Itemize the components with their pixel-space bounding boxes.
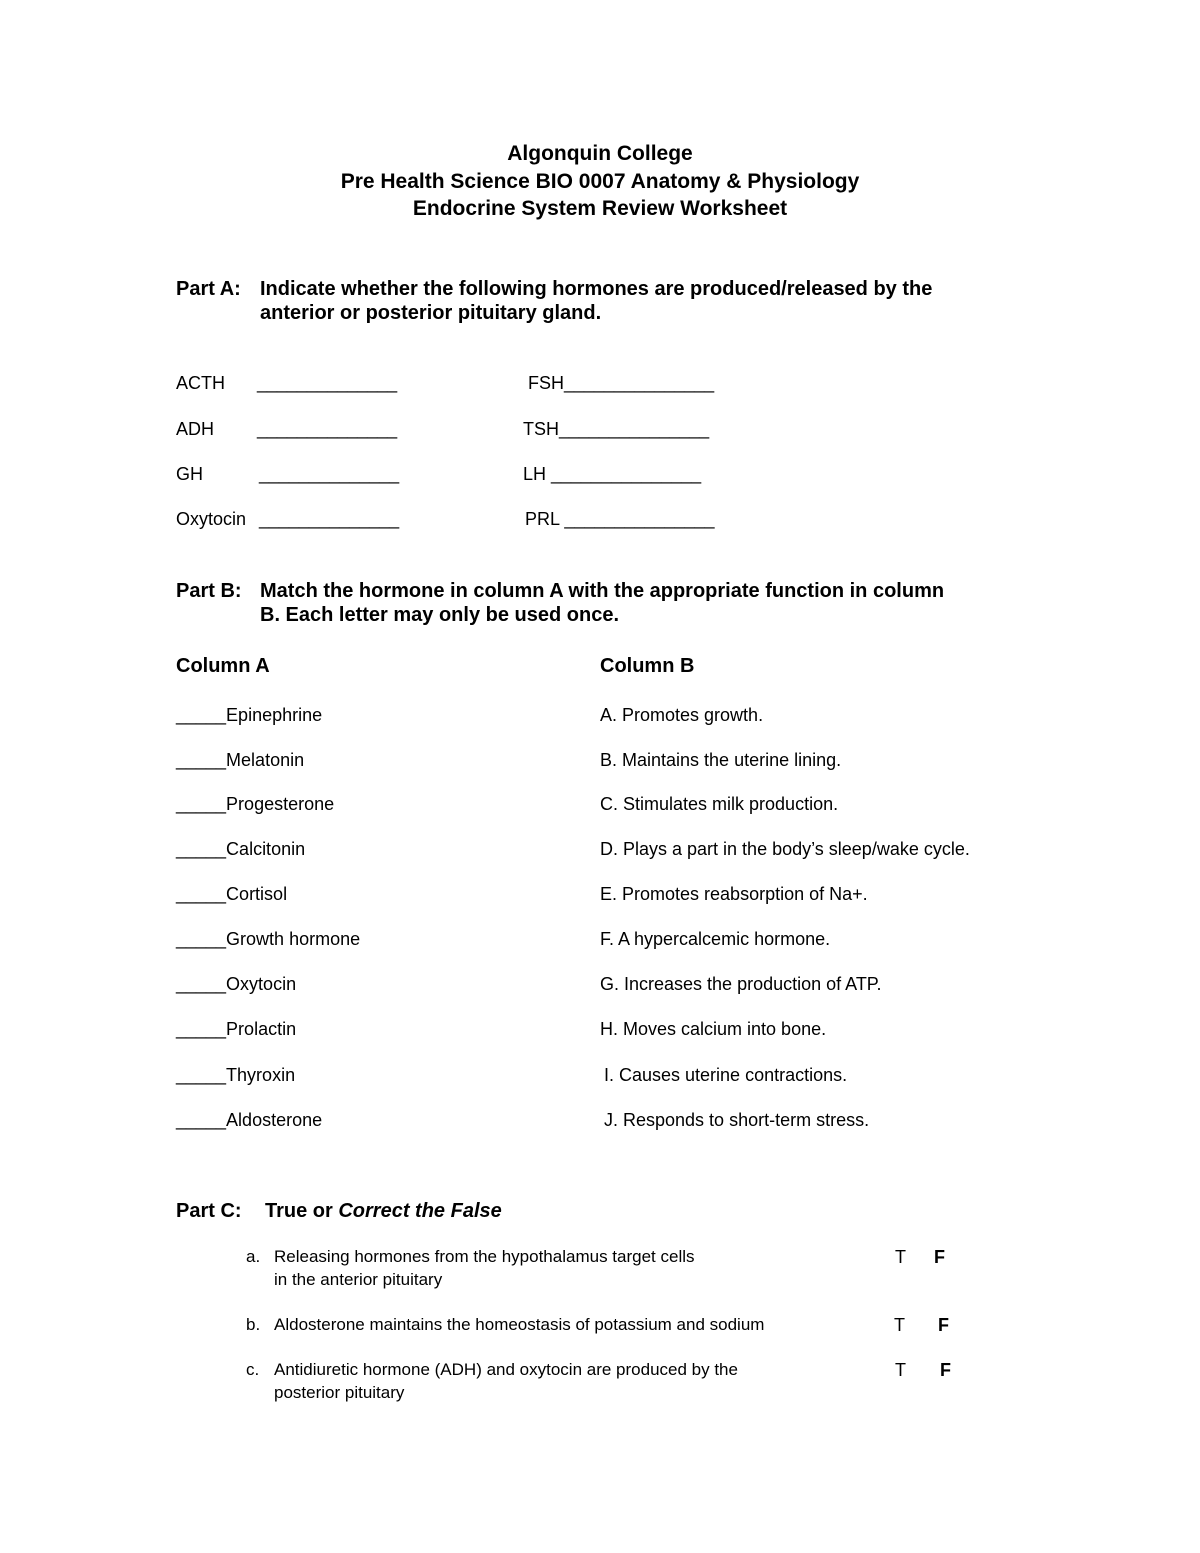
- part-a-instruction-1: Indicate whether the following hormones are produced/released by the: [260, 278, 933, 300]
- function-j: J. Responds to short-term stress.: [604, 1110, 870, 1130]
- function-b: B. Maintains the uterine lining.: [600, 750, 842, 770]
- part-b-instruction-2: B. Each letter may only be used once.: [260, 604, 620, 626]
- tf-statement-c-line1: Antidiuretic hormone (ADH) and oxytocin are produced by the: [274, 1360, 738, 1379]
- tf-statement-c-line2: posterior pituitary: [274, 1383, 405, 1402]
- tf-letter-a: a.: [246, 1247, 261, 1266]
- match-item-aldosterone[interactable]: _____Aldosterone: [176, 1110, 323, 1130]
- tf-statement-a-line2: in the anterior pituitary: [274, 1270, 443, 1289]
- tf-true-option-b[interactable]: T: [894, 1315, 905, 1335]
- part-a-instruction-2: anterior or posterior pituitary gland.: [260, 302, 602, 324]
- hormone-adh: ADH: [176, 419, 215, 439]
- hormone-lh-blank[interactable]: LH _______________: [523, 464, 702, 484]
- function-h: H. Moves calcium into bone.: [600, 1019, 827, 1039]
- tf-false-option-c[interactable]: F: [940, 1360, 951, 1380]
- college-title: Algonquin College: [507, 142, 693, 165]
- tf-letter-c: c.: [246, 1360, 260, 1379]
- function-g: G. Increases the production of ATP.: [600, 974, 882, 994]
- match-item-epinephrine[interactable]: _____Epinephrine: [176, 705, 323, 725]
- answer-blank-gh[interactable]: ______________: [259, 464, 400, 484]
- match-item-growth-hormone[interactable]: _____Growth hormone: [176, 929, 361, 949]
- answer-blank-acth[interactable]: ______________: [257, 373, 398, 393]
- column-a-heading: Column A: [176, 655, 270, 677]
- function-d: D. Plays a part in the body’s sleep/wake cycle.: [600, 839, 970, 859]
- match-item-progesterone[interactable]: _____Progesterone: [176, 794, 335, 814]
- match-item-cortisol[interactable]: _____Cortisol: [176, 884, 288, 904]
- hormone-fsh-blank[interactable]: FSH_______________: [528, 373, 715, 393]
- function-a: A. Promotes growth.: [600, 705, 764, 725]
- part-c-title-plain: True or: [265, 1200, 333, 1222]
- tf-letter-b: b.: [246, 1315, 261, 1334]
- match-item-oxytocin[interactable]: _____Oxytocin: [176, 974, 297, 994]
- hormone-tsh-blank[interactable]: TSH_______________: [523, 419, 710, 439]
- match-item-thyroxin[interactable]: _____Thyroxin: [176, 1065, 296, 1085]
- part-b-instruction-1: Match the hormone in column A with the appropriate function in column: [260, 580, 945, 602]
- function-f: F. A hypercalcemic hormone.: [600, 929, 831, 949]
- tf-true-option-c[interactable]: T: [895, 1360, 906, 1380]
- hormone-gh: GH: [176, 464, 203, 484]
- hormone-prl-blank[interactable]: PRL _______________: [525, 509, 715, 529]
- match-item-calcitonin[interactable]: _____Calcitonin: [176, 839, 306, 859]
- hormone-acth: ACTH: [176, 373, 225, 393]
- part-c-label: Part C:: [176, 1200, 242, 1222]
- answer-blank-adh[interactable]: ______________: [257, 419, 398, 439]
- tf-false-option-b[interactable]: F: [938, 1315, 949, 1335]
- tf-statement-b-line1: Aldosterone maintains the homeostasis of potassium and sodium: [274, 1315, 765, 1334]
- match-item-prolactin[interactable]: _____Prolactin: [176, 1019, 297, 1039]
- function-i: I. Causes uterine contractions.: [604, 1065, 848, 1085]
- hormone-oxytocin: Oxytocin: [176, 509, 247, 529]
- course-title: Pre Health Science BIO 0007 Anatomy & Physiology: [340, 170, 860, 193]
- tf-false-option-a[interactable]: F: [934, 1247, 945, 1267]
- answer-blank-oxytocin[interactable]: ______________: [259, 509, 400, 529]
- column-b-heading: Column B: [600, 655, 695, 677]
- function-e: E. Promotes reabsorption of Na+.: [600, 884, 868, 904]
- worksheet-title: Endocrine System Review Worksheet: [412, 197, 788, 220]
- tf-statement-a-line1: Releasing hormones from the hypothalamus target cells: [274, 1247, 695, 1266]
- part-a-label: Part A:: [176, 278, 241, 300]
- part-b-label: Part B:: [176, 580, 242, 602]
- function-c: C. Stimulates milk production.: [600, 794, 839, 814]
- part-c-title: [265, 1200, 502, 1223]
- tf-true-option-a[interactable]: T: [895, 1247, 906, 1267]
- match-item-melatonin[interactable]: _____Melatonin: [176, 750, 305, 770]
- part-c-title-italic: Correct the False: [338, 1200, 502, 1222]
